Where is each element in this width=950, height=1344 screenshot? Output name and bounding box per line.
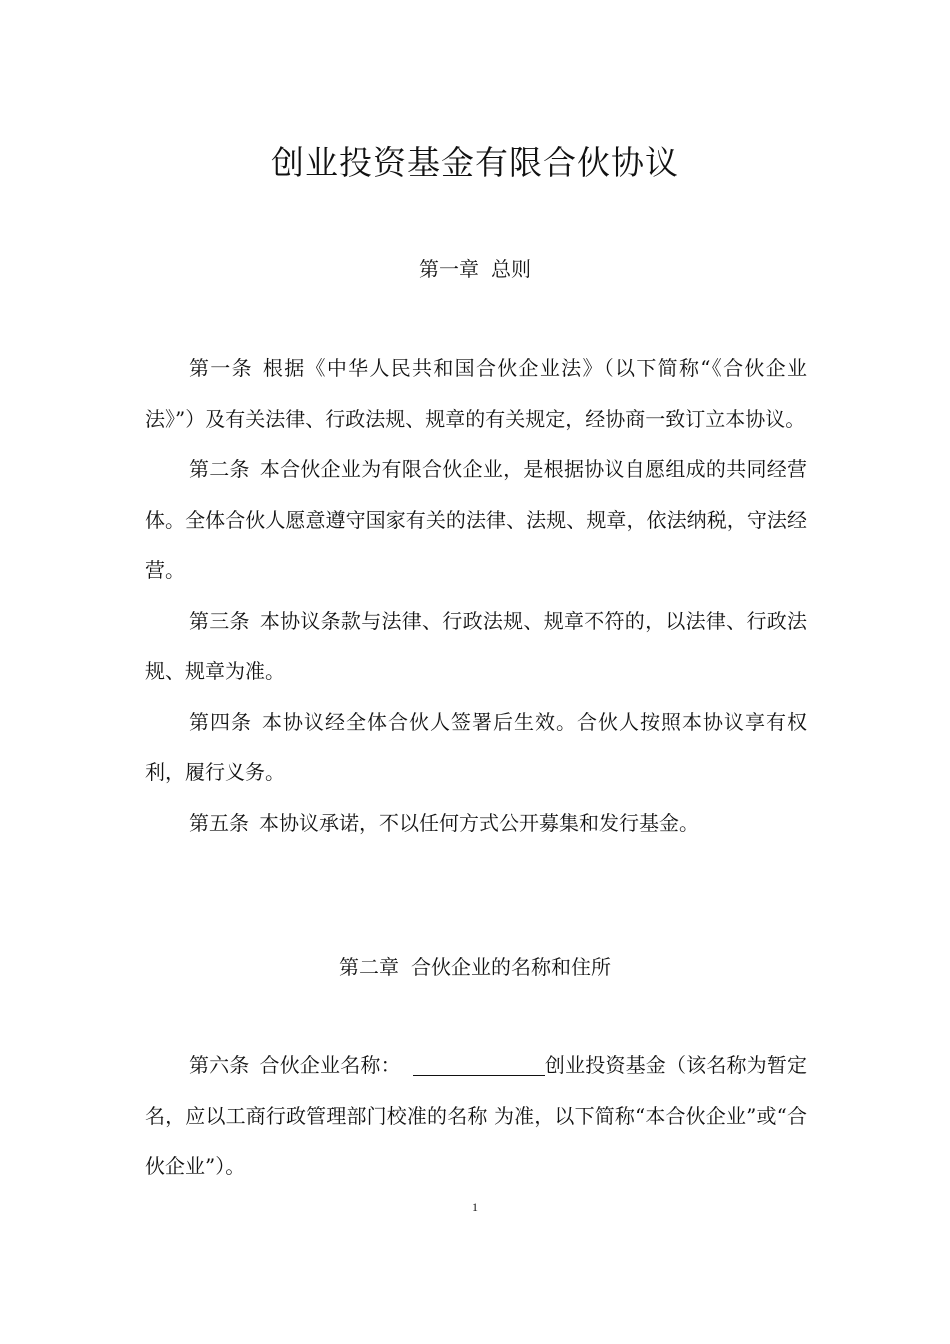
chapter-number: 第一章 <box>419 257 479 281</box>
article-paragraph <box>145 343 807 444</box>
chapter-body <box>145 343 807 848</box>
article-text: 本合伙企业为有限合伙企业，是根据协议自愿组成的共同经营体。全体合伙人愿意遵守国家有关的法律、法规、规章，依法纳税，守法经营。 <box>145 457 808 582</box>
article-number: 第一条 <box>189 356 253 380</box>
page-number: 1 <box>472 1200 478 1214</box>
article-text: 创业投资基金（该名称为暂定名，应以工商行政管理部门校准的名称 为准，以下简称“本合伙企业”或“合伙企业”）。 <box>145 1053 808 1178</box>
chapter-name: 总则 <box>491 257 531 281</box>
article-paragraph <box>145 697 807 798</box>
article-text: 本协议经全体合伙人签署后生效。合伙人按照本协议享有权利，履行义务。 <box>145 709 807 784</box>
article-paragraph <box>145 1040 807 1192</box>
article-label: 合伙企业名称： <box>259 1053 401 1077</box>
article-text: 本协议承诺，不以任何方式公开募集和发行基金。 <box>259 810 699 835</box>
article-paragraph <box>145 798 807 849</box>
fill-in-blank[interactable] <box>413 1053 545 1076</box>
article-paragraph <box>145 444 807 596</box>
chapter-heading <box>0 952 950 982</box>
article-paragraph <box>145 596 807 697</box>
article-number: 第三条 <box>189 608 250 633</box>
article-number: 第四条 <box>189 709 252 734</box>
document-title: 创业投资基金有限合伙协议 <box>271 143 679 182</box>
chapter-name: 合伙企业的名称和住所 <box>411 955 611 979</box>
article-number: 第二条 <box>189 457 250 481</box>
chapter-heading <box>0 254 950 284</box>
article-text: 根据《中华人民共和国合伙企业法》（以下简称“《合伙企业法》”）及有关法律、行政法规、规章的有关规定，经协商一致订立本协议。 <box>145 356 808 431</box>
article-number: 第五条 <box>189 810 249 835</box>
chapter-number: 第二章 <box>339 955 399 979</box>
article-text: 本协议条款与法律、行政法规、规章不符的，以法律、行政法规、规章为准。 <box>145 608 808 683</box>
article-number: 第六条 <box>189 1053 250 1077</box>
chapter-body <box>145 1040 807 1192</box>
